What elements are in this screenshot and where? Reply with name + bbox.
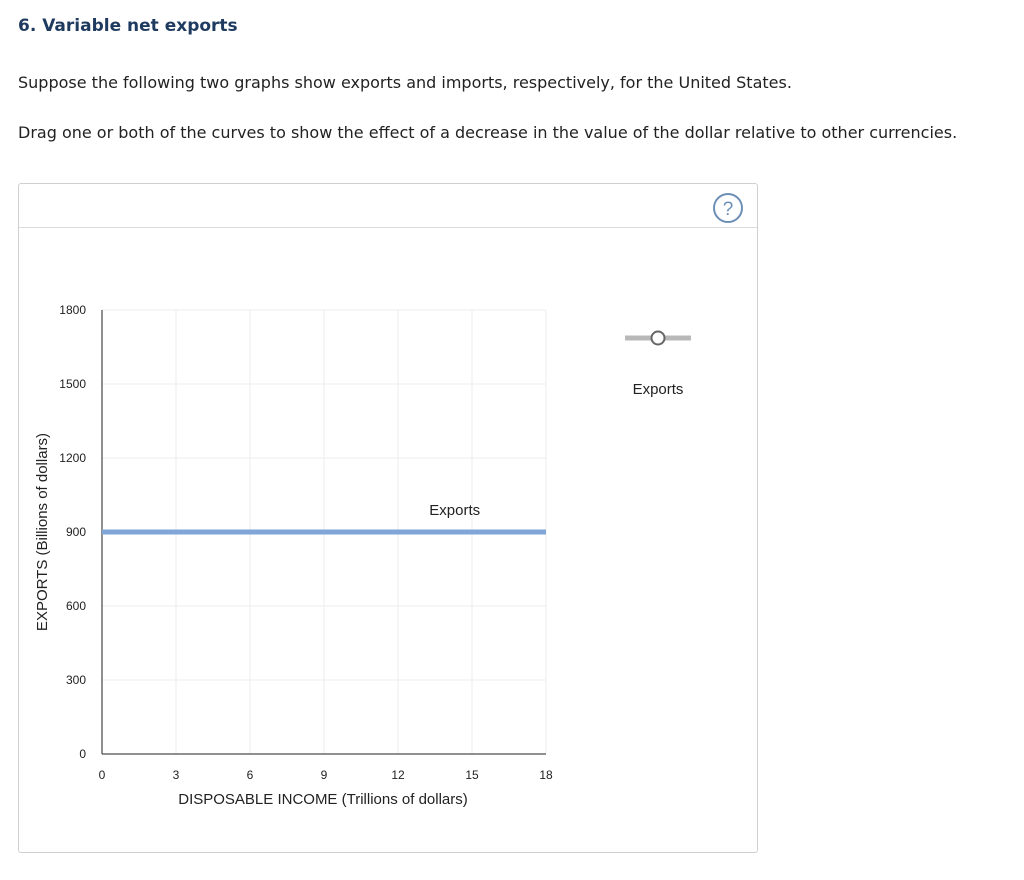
- help-label: ?: [722, 199, 734, 220]
- question-title: 6. Variable net exports: [18, 16, 238, 36]
- x-tick-label: 12: [391, 768, 405, 782]
- graph-panel: [18, 183, 758, 853]
- x-tick-label: 15: [465, 768, 479, 782]
- x-tick-label: 0: [98, 768, 106, 782]
- x-tick-label: 9: [320, 768, 328, 782]
- question-text-intro: Suppose the following two graphs show exports and imports, respectively, for the United States.: [18, 73, 792, 92]
- legend-label: Exports: [632, 381, 684, 398]
- x-tick-label: 18: [539, 768, 553, 782]
- y-tick-label: 1800: [59, 303, 86, 317]
- y-tick-label: 900: [65, 525, 86, 539]
- y-tick-label: 1500: [59, 377, 86, 391]
- x-tick-label: 3: [172, 768, 180, 782]
- y-tick-label: 300: [65, 673, 86, 687]
- y-tick-label: 600: [65, 599, 86, 613]
- tick-labels: [59, 303, 553, 782]
- x-tick-label: 6: [246, 768, 254, 782]
- y-tick-label: 0: [79, 747, 86, 761]
- x-axis-title: DISPOSABLE INCOME (Trillions of dollars): [178, 791, 468, 808]
- exports-graph: [19, 184, 757, 852]
- question-text-instruction: Drag one or both of the curves to show the effect of a decrease in the value of the dollar relative to other currencies.: [18, 123, 958, 142]
- exports-curve-label: Exports: [429, 502, 481, 519]
- legend-exports[interactable]: [625, 332, 691, 399]
- legend-drag-handle-icon[interactable]: [652, 332, 665, 345]
- y-tick-label: 1200: [59, 451, 86, 465]
- y-axis-title: EXPORTS (Billions of dollars): [34, 432, 51, 632]
